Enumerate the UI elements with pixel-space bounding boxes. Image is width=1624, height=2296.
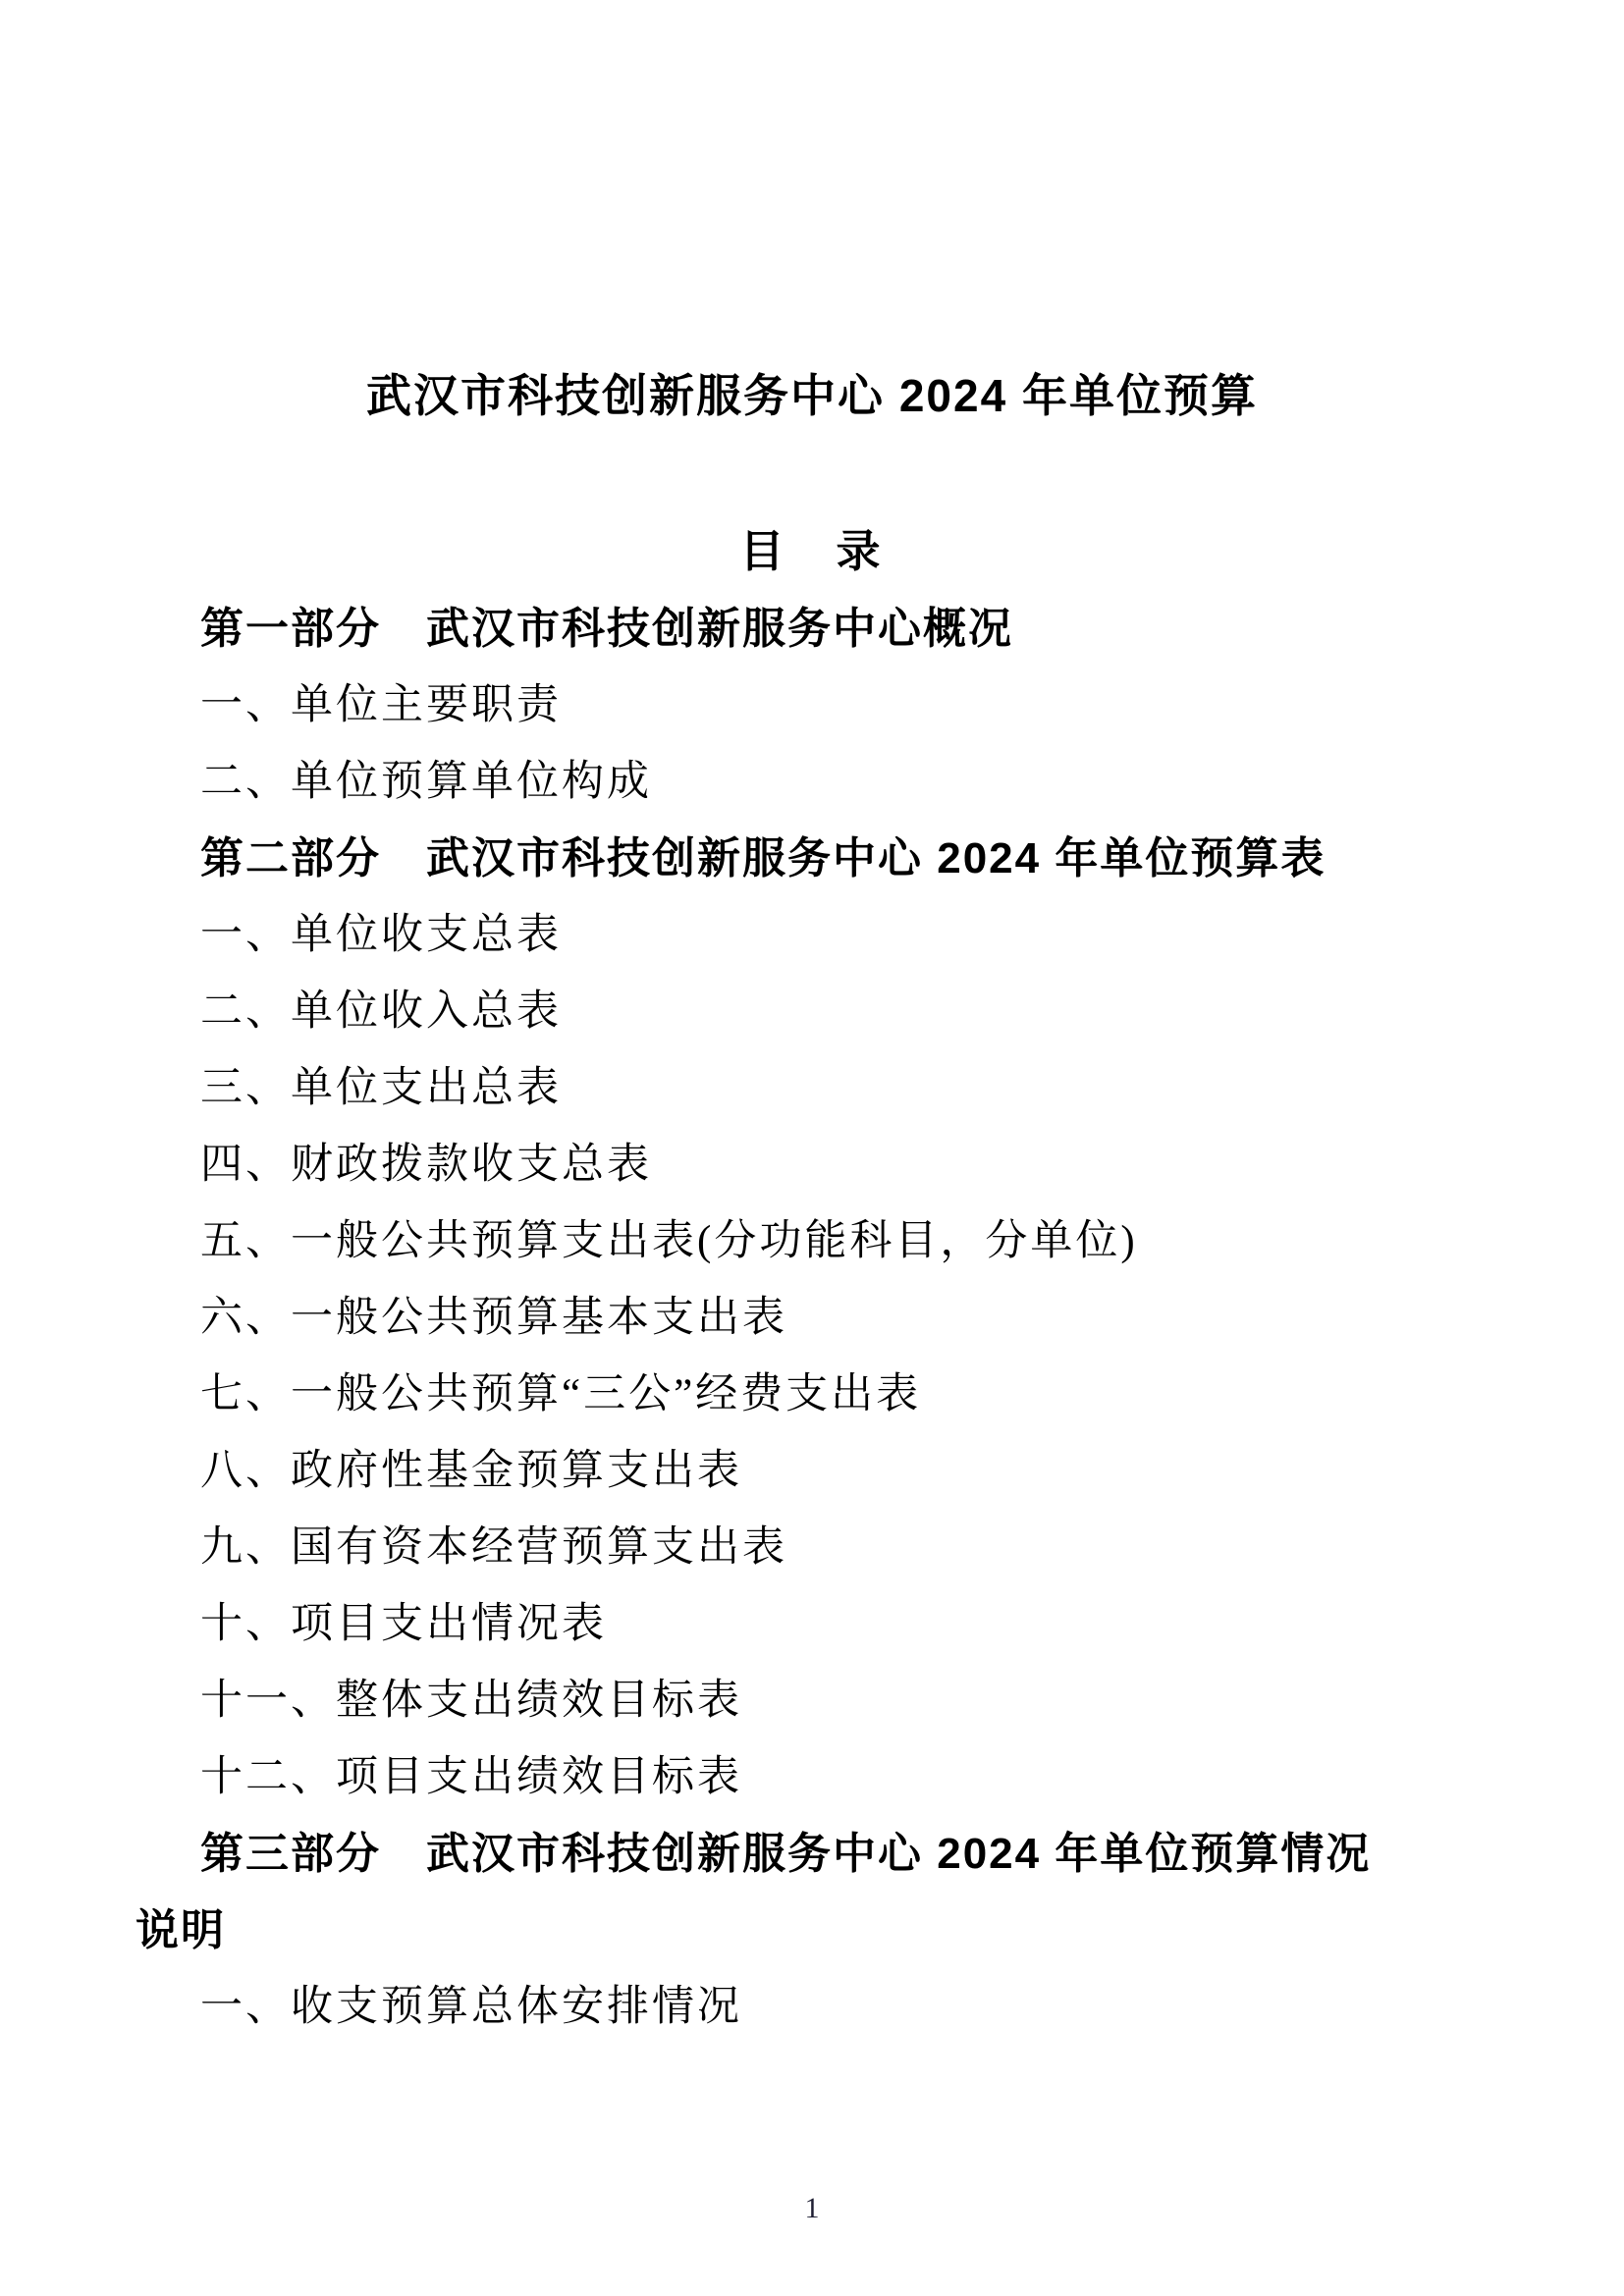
toc-item-three-public-funds-expense: 七、一般公共预算“三公”经费支出表 [200, 1371, 922, 1417]
toc-item-income-summary: 二、单位收入总表 [200, 988, 562, 1035]
toc-part-3-line-2: 说明 [135, 1906, 226, 1954]
toc-item-state-capital-budget-expense: 九、国有资本经营预算支出表 [200, 1524, 787, 1571]
toc-item-fiscal-appropriation-summary: 四、财政拨款收支总表 [200, 1142, 652, 1188]
toc-item-unit-composition: 二、单位预算单位构成 [200, 759, 652, 805]
toc-item-overall-expense-performance: 十一、整体支出绩效目标表 [200, 1678, 742, 1724]
toc-item-income-expense-summary: 一、单位收支总表 [200, 912, 562, 958]
toc-item-project-expense-performance: 十二、项目支出绩效目标表 [200, 1754, 742, 1800]
toc-item-budget-overall-arrangement: 一、收支预算总体安排情况 [200, 1984, 742, 2030]
page-title: 武汉市科技创新服务中心 2024 年单位预算 [366, 370, 1258, 421]
toc-part-3-heading [135, 1816, 1489, 1969]
table-of-contents [135, 591, 1489, 2046]
page-number: 1 [804, 2192, 820, 2224]
toc-item-general-public-budget-basic-expense: 六、一般公共预算基本支出表 [200, 1295, 787, 1341]
toc-part-1-heading: 第一部分 武汉市科技创新服务中心概况 [200, 605, 1013, 653]
toc-part-3-line-1: 第三部分 武汉市科技创新服务中心 2024 年单位预算情况 [200, 1830, 1372, 1878]
toc-heading: 目 录 [739, 526, 885, 576]
toc-item-unit-duties: 一、单位主要职责 [200, 682, 562, 728]
toc-item-expense-summary: 三、单位支出总表 [200, 1065, 562, 1111]
toc-item-government-fund-budget-expense: 八、政府性基金预算支出表 [200, 1448, 742, 1494]
toc-item-general-public-budget-expense: 五、一般公共预算支出表(分功能科目，分单位) [200, 1218, 1138, 1264]
toc-item-project-expense-status: 十、项目支出情况表 [200, 1601, 607, 1647]
toc-part-2-heading: 第二部分 武汉市科技创新服务中心 2024 年单位预算表 [200, 834, 1326, 882]
